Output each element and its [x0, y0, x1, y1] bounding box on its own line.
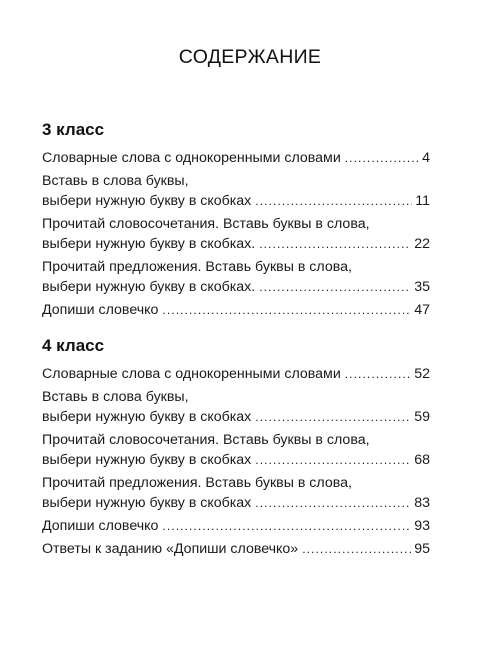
toc-entry-row: [42, 493, 430, 513]
section-heading-grade-4: 4 класс: [42, 336, 105, 355]
toc-entry[interactable]: [42, 257, 430, 297]
toc-entry[interactable]: [42, 148, 430, 168]
toc-page-number: 93: [414, 518, 430, 534]
toc-entry[interactable]: [42, 171, 430, 211]
toc-entry-title: выбери нужную букву в скобках: [42, 193, 252, 209]
dot-leader: [345, 364, 411, 384]
toc-entry-row: [42, 539, 430, 559]
section-heading-grade-3: 3 класс: [42, 120, 105, 139]
toc-entry[interactable]: [42, 516, 430, 536]
toc-page-number: 11: [415, 193, 430, 209]
toc-entry-row: [42, 516, 430, 536]
toc-entry[interactable]: [42, 430, 430, 470]
toc-entry-title: Допиши словечко: [42, 302, 159, 318]
toc-entry-title-line1: Прочитай словосочетания. Вставь буквы в слова,: [42, 216, 370, 232]
toc-page-number: 47: [414, 302, 430, 318]
toc-entry-row: [42, 191, 430, 211]
toc-page-number: 95: [414, 541, 430, 557]
toc-entry-title: Допиши словечко: [42, 518, 159, 534]
toc-list-grade-4: [42, 364, 430, 562]
toc-entry-title: выбери нужную букву в скобках.: [42, 236, 256, 252]
toc-entry[interactable]: [42, 539, 430, 559]
dot-leader: [162, 516, 411, 536]
dot-leader: [162, 300, 411, 320]
dot-leader: [255, 191, 412, 211]
toc-entry-title-line1: Прочитай предложения. Вставь буквы в слова,: [42, 259, 352, 275]
dot-leader: [345, 148, 419, 168]
toc-entry-row: [42, 450, 430, 470]
toc-page-number: 4: [422, 150, 430, 166]
toc-page-number: 59: [414, 409, 430, 425]
toc-entry-title: выбери нужную букву в скобках: [42, 495, 252, 511]
toc-entry-title: выбери нужную букву в скобках: [42, 452, 252, 468]
toc-page-number: 68: [414, 452, 430, 468]
dot-leader: [255, 407, 411, 427]
page-title: СОДЕРЖАНИЕ: [178, 46, 322, 68]
toc-page-number: 35: [414, 279, 430, 295]
dot-leader: [259, 277, 411, 297]
toc-entry[interactable]: [42, 214, 430, 254]
toc-entry-title: Словарные слова с однокоренными словами: [42, 366, 341, 382]
toc-page-number: 83: [414, 495, 430, 511]
toc-entry[interactable]: [42, 473, 430, 513]
toc-entry-row: [42, 277, 430, 297]
toc-list-grade-3: [42, 148, 430, 323]
dot-leader: [259, 234, 411, 254]
toc-entry-row: [42, 300, 430, 320]
toc-entry[interactable]: [42, 387, 430, 427]
toc-entry-title-line1: Прочитай словосочетания. Вставь буквы в слова,: [42, 432, 370, 448]
toc-entry-title: Ответы к заданию «Допиши словечко»: [42, 541, 299, 557]
toc-entry-title: выбери нужную букву в скобках: [42, 409, 252, 425]
dot-leader: [255, 450, 411, 470]
toc-entry-row: [42, 148, 430, 168]
toc-entry-title-line1: Вставь в слова буквы,: [42, 389, 189, 405]
toc-entry-row: [42, 407, 430, 427]
dot-leader: [255, 493, 411, 513]
toc-entry[interactable]: [42, 364, 430, 384]
toc-entry-title-line1: Прочитай предложения. Вставь буквы в слова,: [42, 475, 352, 491]
toc-entry-title: Словарные слова с однокоренными словами: [42, 150, 341, 166]
dot-leader: [302, 539, 411, 559]
toc-page-number: 52: [414, 366, 430, 382]
toc-entry-row: [42, 364, 430, 384]
toc-entry[interactable]: [42, 300, 430, 320]
toc-entry-row: [42, 234, 430, 254]
toc-entry-title-line1: Вставь в слова буквы,: [42, 173, 189, 189]
toc-page-number: 22: [414, 236, 430, 252]
toc-entry-title: выбери нужную букву в скобках.: [42, 279, 256, 295]
